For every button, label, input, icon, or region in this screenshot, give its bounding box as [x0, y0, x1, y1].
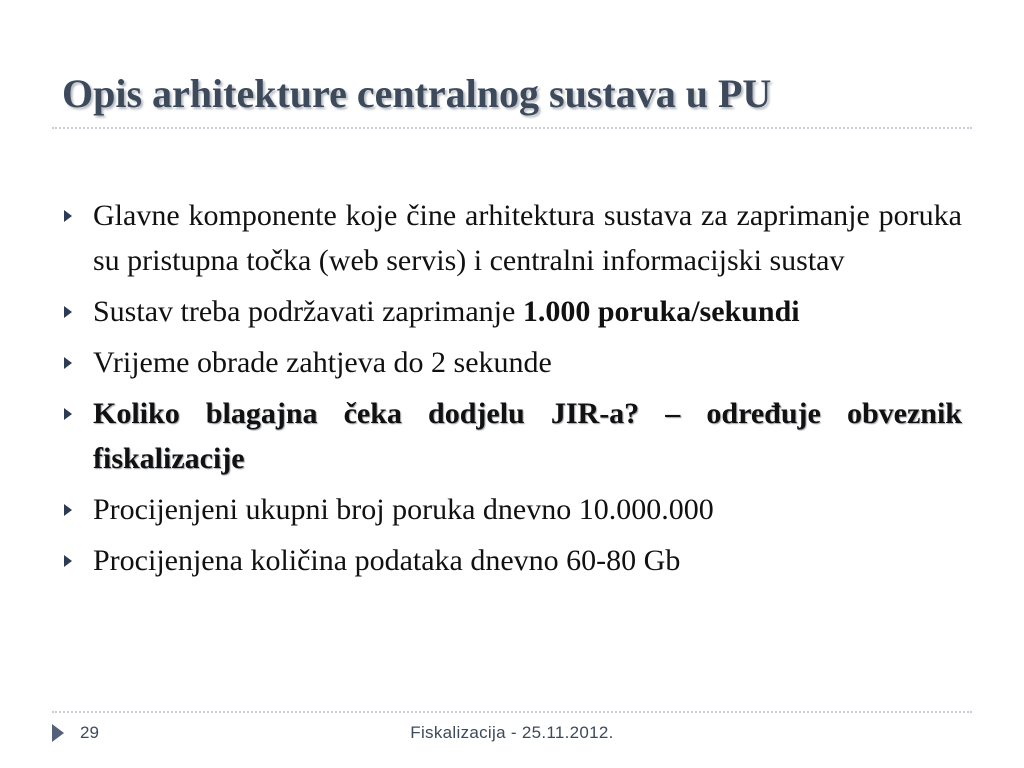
title-divider — [52, 127, 972, 129]
bullet-text: Koliko blagajna čeka dodjelu JIR-a? – određuje obveznik fiskalizacije — [93, 397, 962, 475]
triangle-right-icon — [64, 210, 72, 222]
bullet-item-processing-time — [62, 340, 962, 385]
bullet-text: Procijenjeni ukupni broj poruka dnevno 10.000.000 — [93, 493, 714, 526]
slide-title: Opis arhitekture centralnog sustava u PU — [62, 71, 772, 116]
footer-divider — [52, 711, 972, 713]
bullet-emphasis: 1.000 poruka/sekundi — [522, 295, 800, 328]
page-number: 29 — [80, 723, 99, 742]
bullet-item-components — [62, 193, 962, 283]
footer-text: Fiskalizacija - 25.11.2012. — [410, 723, 614, 742]
bullet-text: Procijenjena količina podataka dnevno 60-80 Gb — [93, 544, 681, 577]
triangle-right-icon — [64, 408, 72, 420]
triangle-right-icon — [64, 357, 72, 369]
bullet-item-data-volume — [62, 538, 962, 583]
bullet-text: Sustav treba podržavati zaprimanje — [93, 295, 523, 328]
bullet-item-throughput — [62, 289, 962, 334]
bullet-list — [62, 193, 962, 589]
bullet-item-message-count — [62, 487, 962, 532]
bullet-text: Glavne komponente koje čine arhitektura sustava za zaprimanje poruka su pristupna točka (web servis) i centralni informacijski sustav — [93, 199, 962, 277]
bullet-item-jir-wait — [62, 391, 962, 481]
triangle-right-icon — [64, 306, 72, 318]
triangle-right-icon — [64, 555, 72, 567]
bullet-text: Vrijeme obrade zahtjeva do 2 sekunde — [93, 346, 552, 379]
triangle-right-icon — [64, 504, 72, 516]
